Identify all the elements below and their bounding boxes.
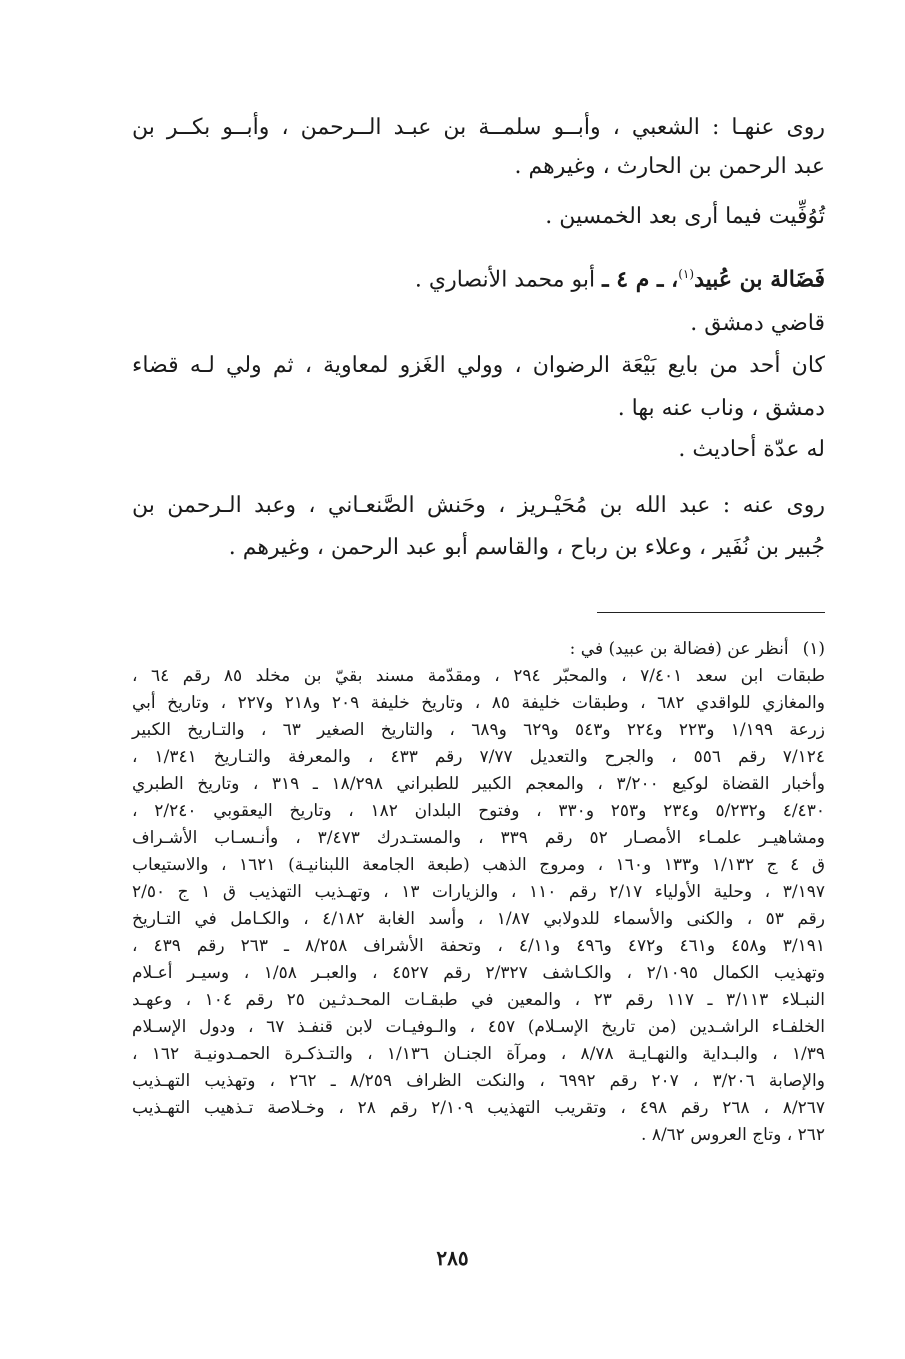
footnote-line: طبقات ابن سعد ٧/٤٠١ ، والمحبّر ٢٩٤ ، ومقدّمة مسند بقيّ بن مخلد ٨٥ رقم ٦٤ ،: [132, 666, 826, 686]
text-line-judge: قاضي دمشق .: [690, 311, 825, 336]
footnote-line: ٤/٤٣٠ و٥/٢٣٢ و٢٣٤ و٢٥٣ و٣٣٠ ، وفتوح البلدان ١٨٢ ، وتاريخ اليعقوبي ٢/٢٤٠ ،: [132, 801, 825, 821]
footnote-heading-text: أنظر عن (فضالة بن عبيد) في :: [569, 639, 789, 659]
text-line-bio-2: دمشق ، وناب عنه بها .: [617, 396, 825, 421]
footnote-line: ٨/٢٦٧ ، ٢٦٨ رقم ٤٩٨ ، وتقريب التهذيب ٢/١٠٩ رقم ٢٨ ، وخـلاصة تـذهيب التهـذيب: [132, 1098, 825, 1118]
text-line-students-2: جُبير بن نُفَير ، وعلاء بن رباح ، والقاسم أبو عبد الرحمن ، وغيرهم .: [228, 535, 825, 560]
footnote-line: ٣/١٩٧ ، وحلية الأولياء ٢/١٧ رقم ١١٠ ، والزيارات ١٣ ، وتهـذيب التهذيب ق ١ ج ٢/٥٠: [132, 882, 825, 902]
footnote-line: ٢٦٢ ، وتاج العروس ٨/٦٢ .: [641, 1125, 825, 1145]
text-line-hadith: له عدّة أحاديث .: [678, 437, 825, 462]
footnote-line: ١/٣٩ ، والبـداية والنهـايـة ٨/٧٨ ، ومرآة الجنـان ١/١٣٦ ، والتـذكـرة الحمـدونيـة ١٦٢ ،: [132, 1044, 826, 1064]
entry-kunya: أبو محمد الأنصاري .: [414, 267, 596, 293]
footnote-line: ومشاهيـر علمـاء الأمصـار ٥٢ رقم ٣٣٩ ، والمستـدرك ٣/٤٧٣ ، وأنـسـاب الأشـراف: [132, 828, 826, 848]
footnote-line: الخلفـاء الراشـدين (من تاريخ الإسـلام) ٤٥٧ ، والـوفيـات لابن قنفـذ ٦٧ ، ودول الإسـلام: [132, 1017, 825, 1037]
footnote-mark: (١): [678, 267, 695, 281]
text-line-death: تُوُفِّيت فيما أرى بعد الخمسين .: [545, 204, 825, 229]
entry-heading: [415, 259, 825, 295]
text-line-narrators-2: عبد الرحمن بن الحارث ، وغيرهم .: [514, 154, 825, 179]
text-line-bio-1: كان أحد من بايع بَيْعَة الرضوان ، وولي الغَزو لمعاوية ، ثم ولي لـه قضاء: [132, 353, 825, 378]
page-number: ٢٨٥: [436, 1246, 469, 1270]
entry-code: ، ـ م ٤ ـ: [602, 266, 679, 293]
text-line-students-1: روى عنه : عبد الله بن مُحَيْـريز ، وحَنش الصَّنعـاني ، وعبد الـرحمن بن: [132, 493, 825, 518]
text-line-narrators-1: روى عنهـا : الشعبي ، وأبــو سلمــة بن عبـد الــرحمن ، وأبــو بكــر بن: [132, 115, 825, 140]
footnote-line: رقم ٥٣ ، والكنى والأسماء للدولابي ١/٨٧ ، وأسد الغابة ٤/١٨٢ ، والكـامل في التـاريخ: [132, 909, 825, 929]
footnote-line: وتهذيب الكمال ٢/١٠٩٥ ، والكـاشف ٢/٣٢٧ رقم ٤٥٢٧ ، والعبـر ١/٥٨ ، وسيـر أعـلام: [132, 963, 825, 983]
footnote-line: زرعة ١/١٩٩ و٢٢٣ و٢٢٤ و٥٤٣ و٦٢٩ و٦٨٩ ، والتاريخ الصغير ٦٣ ، والتـاريخ الكبير: [132, 720, 825, 740]
footnote-number: (١): [802, 639, 825, 659]
footnote-line: ق ٤ ج ١/١٣٢ و١٣٣ و١٦٠ ، ومروج الذهب (طبعة الجامعة اللبنانيـة) ١٦٢١ ، والاستيعاب: [132, 855, 826, 875]
footnote-line: ٧/١٢٤ رقم ٥٥٦ ، والجرح والتعديل ٧/٧٧ رقم ٤٣٣ ، والمعرفة والتـاريخ ١/٣٤١ ،: [132, 747, 826, 767]
footnote-separator: [597, 612, 825, 613]
entry-name: فَضَالة بن عُبيد: [694, 266, 825, 293]
footnote-line: وأخبار القضاة لوكيع ٣/٢٠٠ ، والمعجم الكبير للطبراني ١٨/٢٩٨ ـ ٣١٩ ، وتاريخ الطبري: [132, 774, 825, 794]
footnote-line: ٣/١٩١ و٤٥٨ و٤٦١ و٤٧٢ و٤٩٦ و٤/١١ ، وتحفة الأشراف ٨/٢٥٨ ـ ٢٦٣ رقم ٤٣٩ ،: [132, 936, 826, 956]
footnote-line: والإصابة ٣/٢٠٦ ، ٢٠٧ رقم ٦٩٩٢ ، والنكت الظراف ٨/٢٥٩ ـ ٢٦٢ ، وتهذيب التهـذيب: [132, 1071, 825, 1091]
footnote-line: والمغازي للواقدي ٦٨٢ ، وطبقات خليفة ٨٥ ، وتاريخ خليفة ٢٠٩ و٢١٨ و٢٢٧ ، وتاريخ أبي: [132, 693, 825, 713]
footnote-heading: [570, 637, 825, 661]
footnote-line: النبـلاء ٣/١١٣ ـ ١١٧ رقم ٢٣ ، والمعين في طبقـات المحـدثـين ٢٥ رقم ١٠٤ ، وعهـد: [132, 990, 825, 1010]
